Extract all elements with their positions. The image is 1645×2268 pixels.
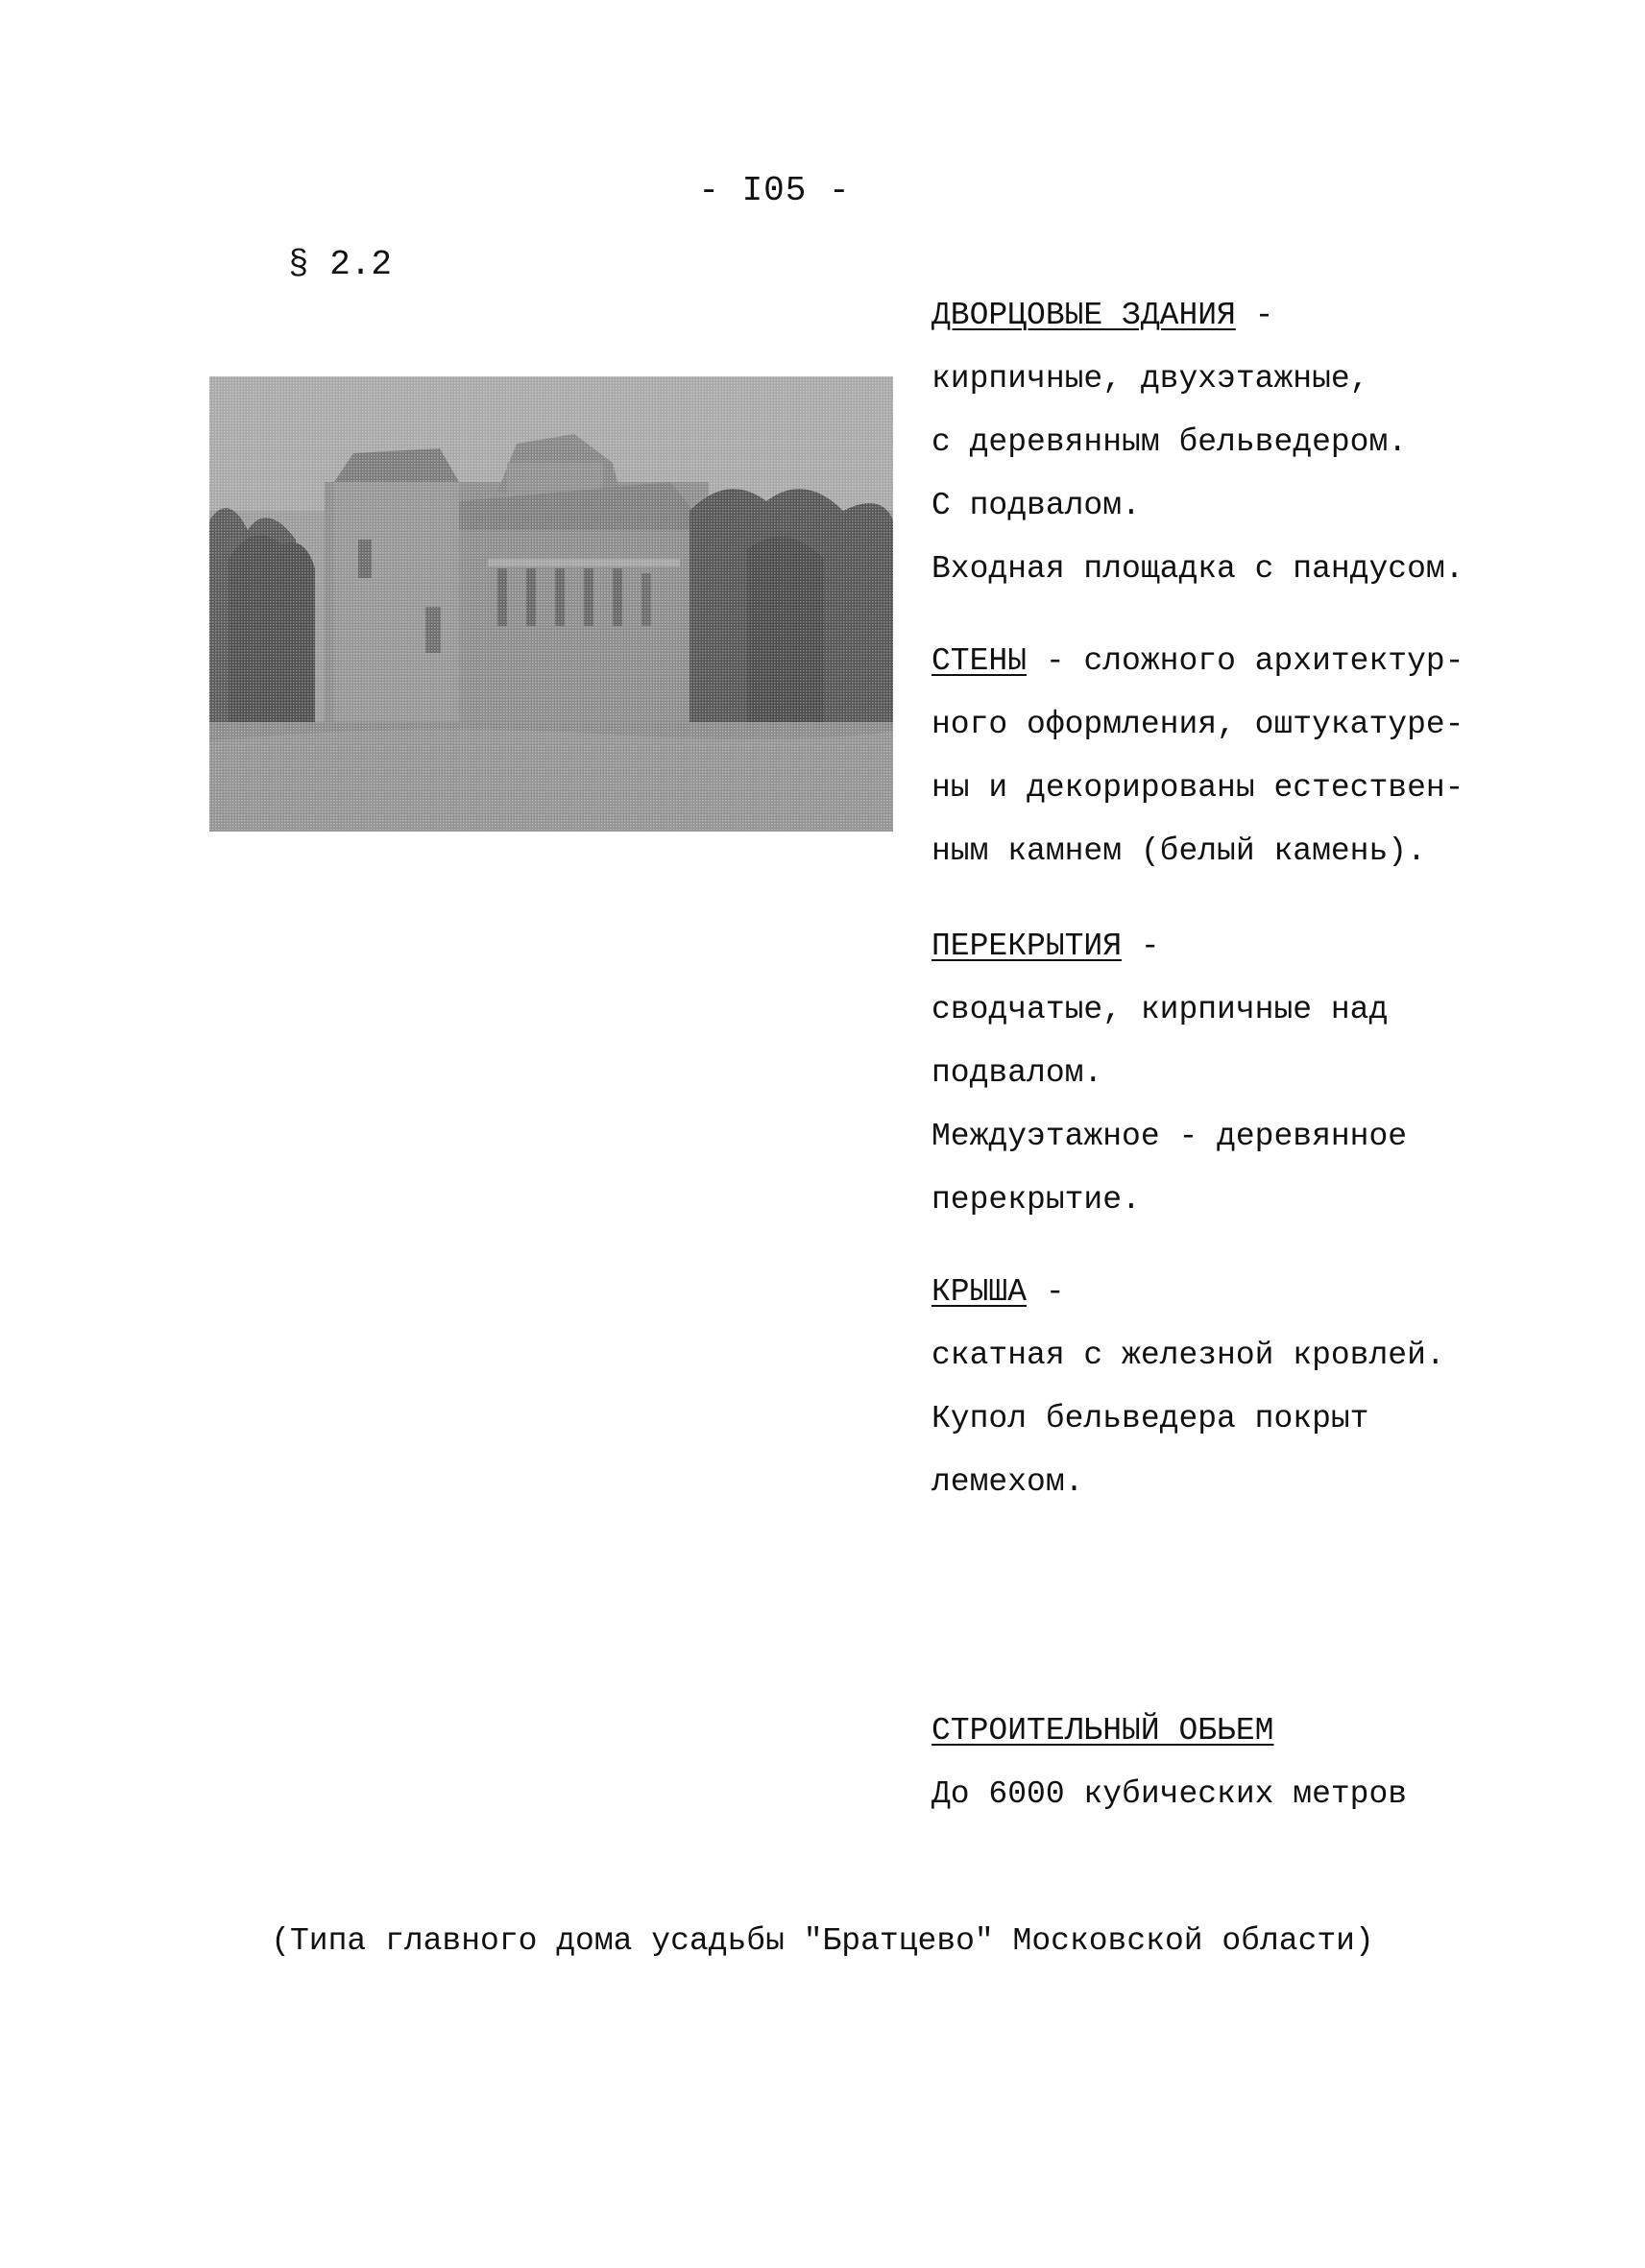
palace-line: Входная площадка с пандусом. [931,551,1464,587]
block-roof [931,1261,1527,1514]
roof-heading-dash: - [1027,1274,1065,1310]
roof-line: Купол бельведера покрыт [931,1401,1369,1436]
roof-line: лемехом. [931,1464,1084,1500]
palace-line: С подвалом. [931,488,1141,523]
floors-line: перекрытие. [931,1182,1141,1218]
volume-heading-line [931,1700,1527,1763]
page-number: - I05 - [698,171,851,210]
walls-line: ны и декорированы естествен- [931,770,1464,806]
floors-heading: ПЕРЕКРЫТИЯ [931,929,1123,964]
volume-value: До 6000 кубических метров [931,1776,1408,1812]
roof-line: скатная с железной кровлей. [931,1338,1445,1373]
section-label: § 2.2 [288,245,393,284]
roof-heading: КРЫША [931,1274,1028,1310]
caption: (Типа главного дома усадьбы "Братцево" Московской области) [271,1923,1374,1959]
floors-line: Междуэтажное - деревянное [931,1119,1408,1154]
block-palace-buildings [931,284,1527,601]
walls-heading: СТЕНЫ [931,643,1028,679]
floors-heading-line [931,915,1527,978]
block-volume [931,1700,1527,1826]
palace-heading: ДВОРЦОВЫЕ ЗДАНИЯ [931,298,1236,333]
palace-line: кирпичные, двухэтажные, [931,361,1369,397]
palace-line: с деревянным бельведером. [931,424,1408,460]
volume-heading: СТРОИТЕЛЬНЫЙ ОБЬЕМ [931,1713,1274,1749]
walls-line: ного оформления, оштукатуре- [931,707,1464,742]
block-walls [931,630,1527,883]
palace-heading-dash: - [1235,298,1274,333]
building-photo [209,376,893,832]
walls-heading-line [931,630,1527,693]
walls-line: ным камнем (белый камень). [931,833,1426,869]
floors-heading-dash: - [1122,929,1160,964]
floors-line: подвалом. [931,1055,1103,1091]
walls-first-line-rest: - сложного архитектур- [1027,643,1464,679]
roof-heading-line [931,1261,1527,1324]
palace-heading-line [931,284,1527,348]
floors-line: сводчатые, кирпичные над [931,992,1389,1027]
block-floors [931,915,1527,1232]
